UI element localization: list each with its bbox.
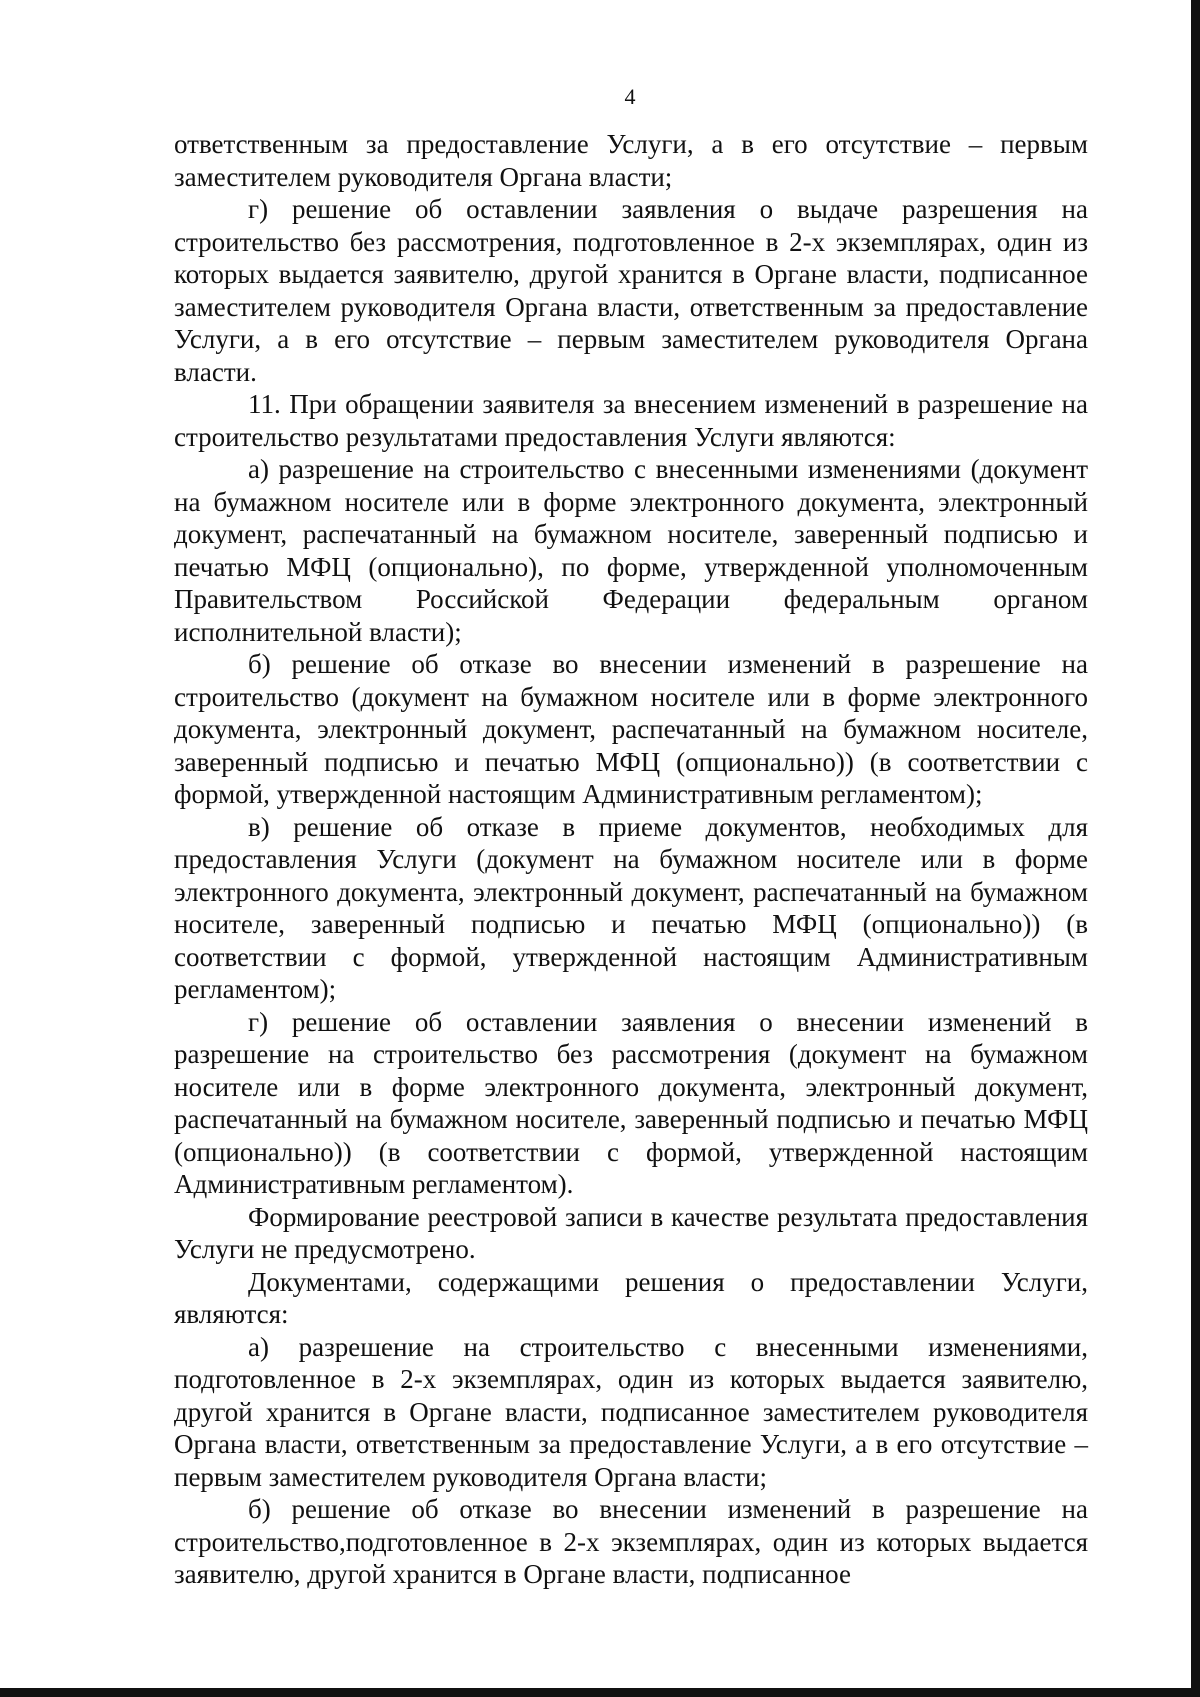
paragraph: а) разрешение на строительство с внесенными изменениями, подготовленное в 2-х экземплярах, один из которых выдается заявителю, другой хранится в Органе власти, подписанное заместителем руководителя Органа власти, ответственным за предоставление Услуги, а в его отсутствие – первым заместителем руководителя Органа власти; <box>174 1331 1088 1492</box>
document-body <box>174 128 1088 1591</box>
paragraph: Формирование реестровой записи в качестве результата предоставления Услуги не предусмотрено. <box>174 1201 1088 1264</box>
paragraph: г) решение об оставлении заявления о выдаче разрешения на строительство без рассмотрения, подготовленное в 2-х экземплярах, один из которых выдается заявителю, другой хранится в Органе власти, подписанное заместителем руководителя Органа власти, ответственным за предоставление Услуги, а в его отсутствие – первым заместителем руководителя Органа власти. <box>174 194 1088 387</box>
paragraph: а) разрешение на строительство с внесенными изменениями (документ на бумажном носителе или в форме электронного документа, электронный документ, распечатанный на бумажном носителе, заверенный подписью и печатью МФЦ (опционально), по форме, утвержденной уполномоченным Правительством Российской Федерации федеральным органом исполнительной власти); <box>174 454 1088 647</box>
paragraph: в) решение об отказе в приеме документов, необходимых для предоставления Услуги (документ на бумажном носителе или в форме электронного документа, электронный документ, распечатанный на бумажном носителе, заверенный подписью и печатью МФЦ (опционально)) (в соответствии с формой, утвержденной настоящим Административным регламентом); <box>174 811 1088 1004</box>
paragraph: 11. При обращении заявителя за внесением изменений в разрешение на строительство результатами предоставления Услуги являются: <box>174 389 1088 452</box>
page-number: 4 <box>624 84 636 109</box>
paragraph: ответственным за предоставление Услуги, а в его отсутствие – первым заместителем руководителя Органа власти; <box>174 129 1088 192</box>
paragraph: г) решение об оставлении заявления о внесении изменений в разрешение на строительство без рассмотрения (документ на бумажном носителе или в форме электронного документа, электронный документ, распечатанный на бумажном носителе, заверенный подписью и печатью МФЦ (опционально)) (в соответствии с формой, утвержденной настоящим Административным регламентом). <box>174 1006 1088 1199</box>
scan-edge-bottom <box>0 1688 1200 1697</box>
scan-edge-right <box>1191 0 1200 1697</box>
paragraph: б) решение об отказе во внесении изменений в разрешение на строительство,подготовленное в 2-х экземплярах, один из которых выдается заявителю, другой хранится в Органе власти, подписанное <box>174 1494 1088 1589</box>
paragraph: Документами, содержащими решения о предоставлении Услуги, являются: <box>174 1266 1088 1329</box>
paragraph: б) решение об отказе во внесении изменений в разрешение на строительство (документ на бумажном носителе или в форме электронного документа, электронный документ, распечатанный на бумажном носителе, заверенный подписью и печатью МФЦ (опционально)) (в соответствии с формой, утвержденной настоящим Административным регламентом); <box>174 649 1088 809</box>
